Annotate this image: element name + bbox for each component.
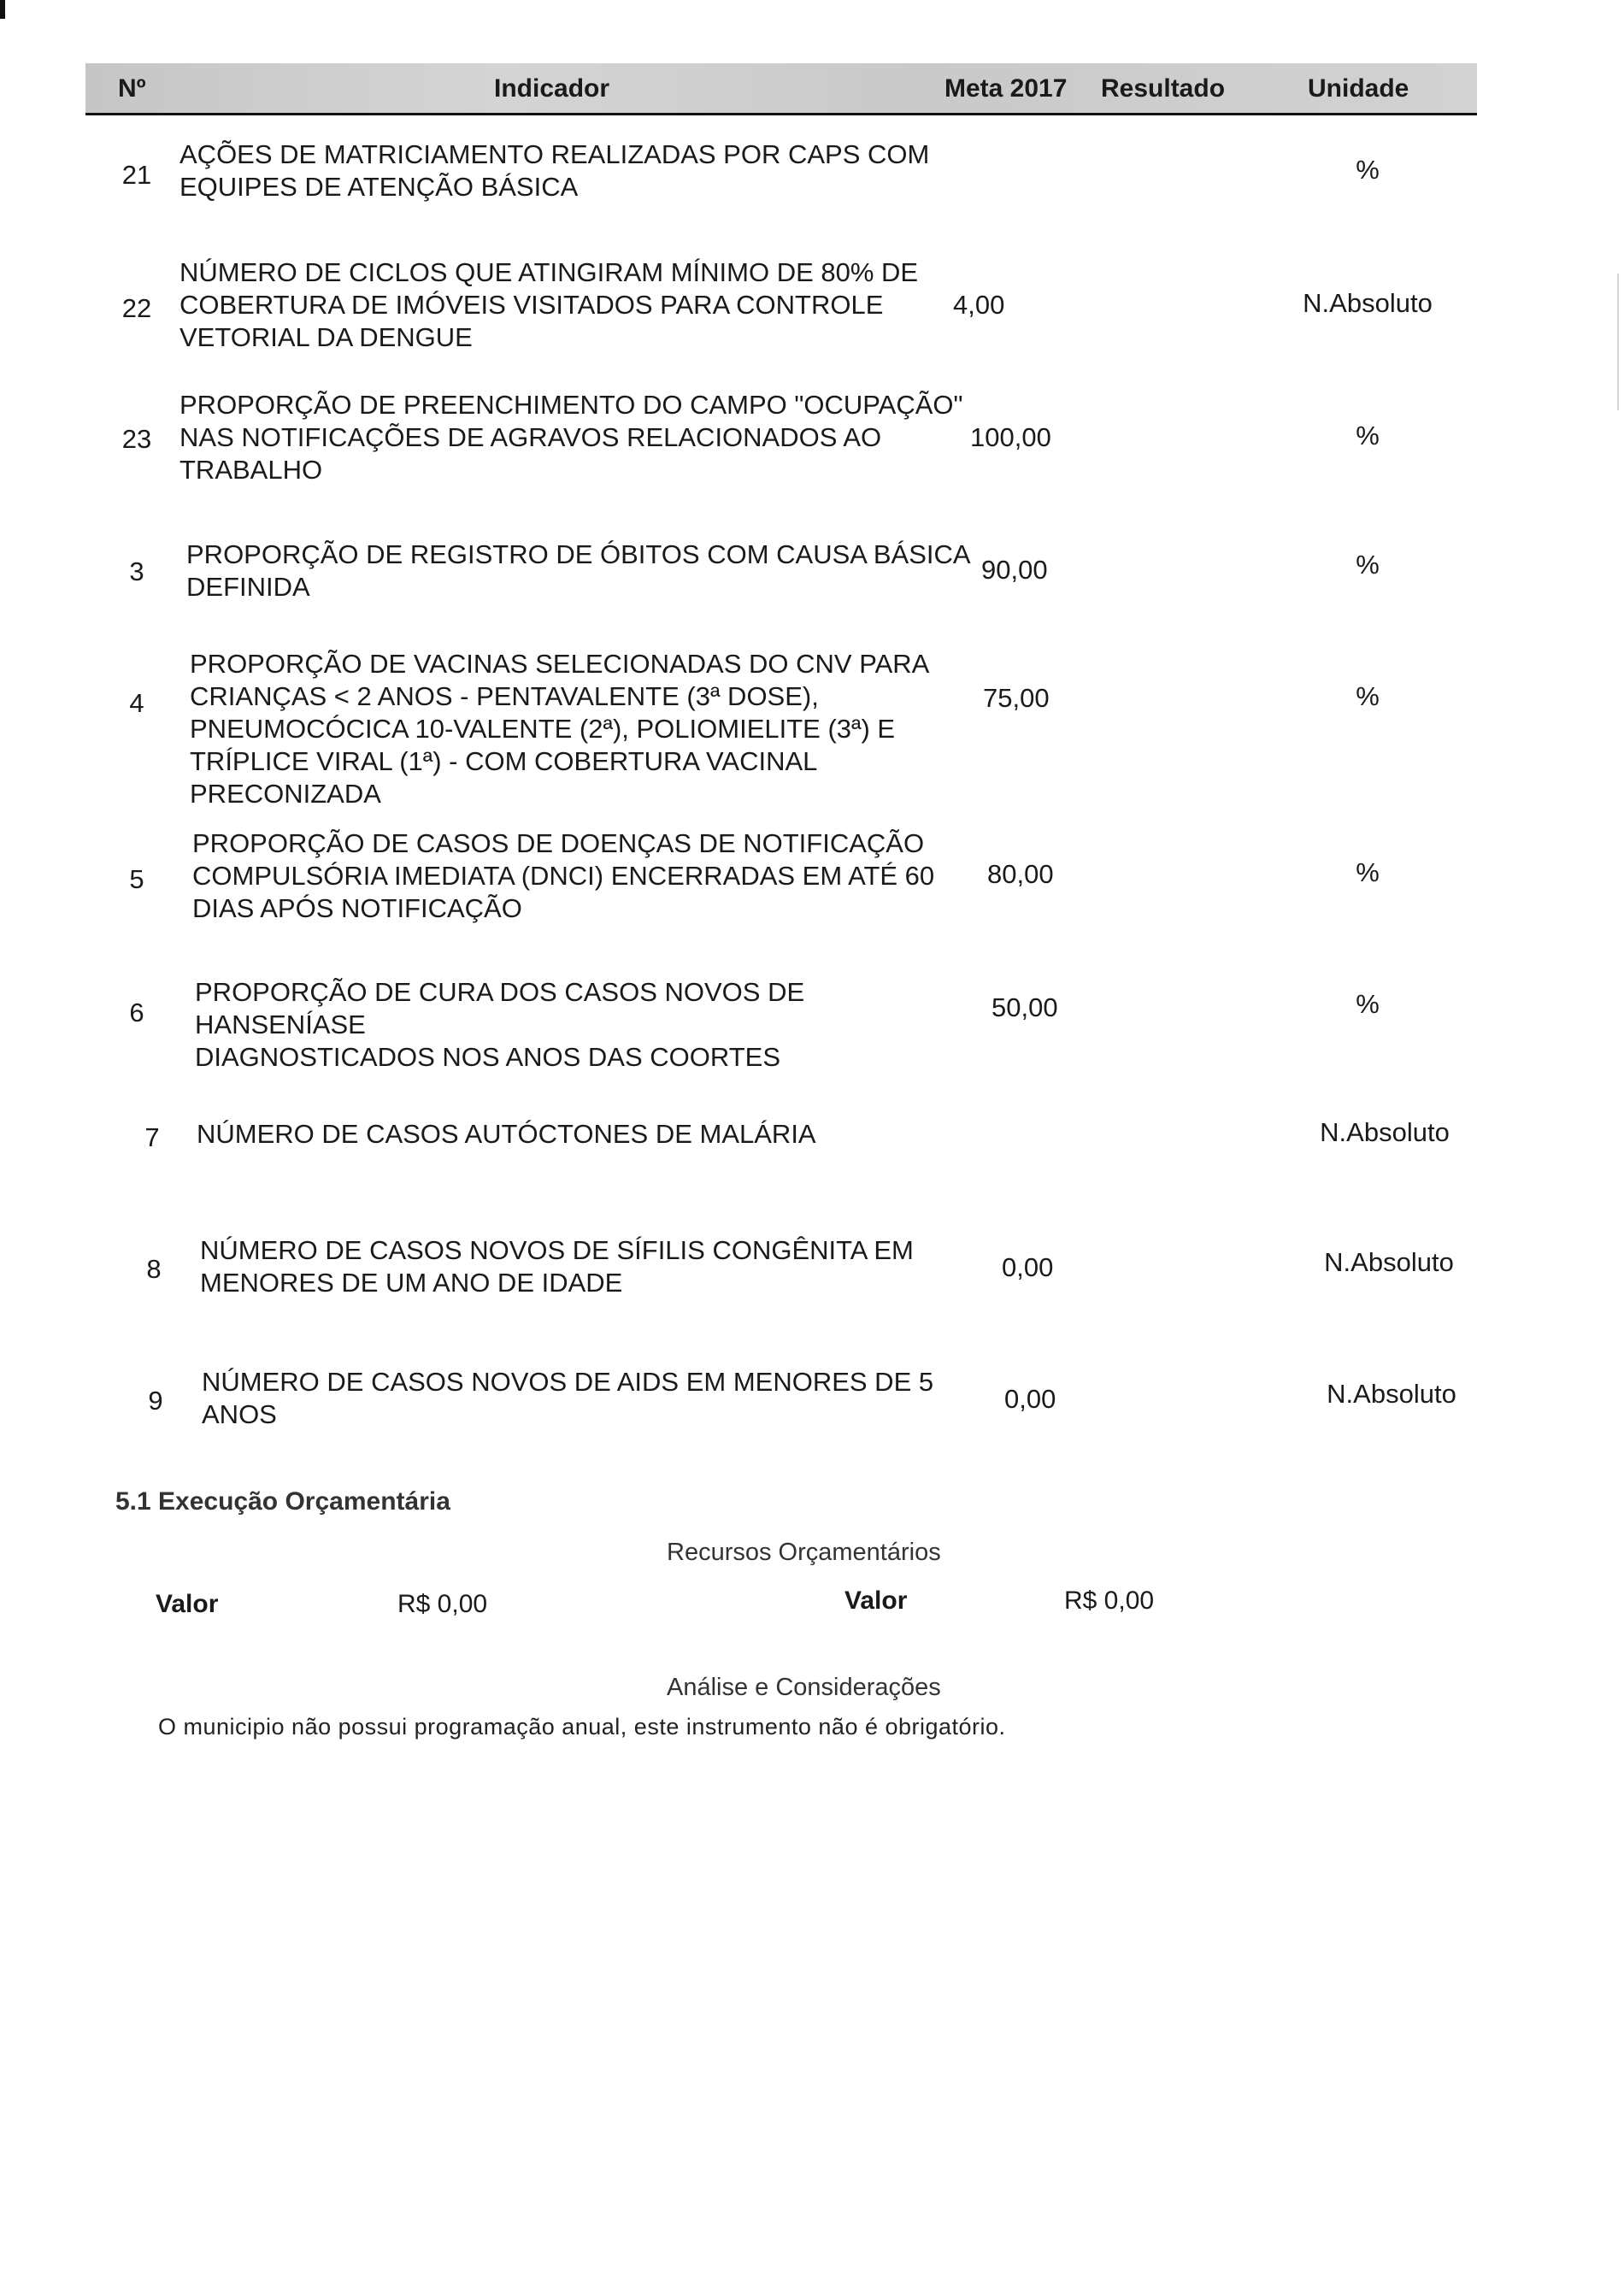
indicator-line: VETORIAL DA DENGUE [179,322,473,352]
header-indicador: Indicador [494,74,610,103]
row-number: 7 [144,1122,160,1152]
indicator-line: DIAGNOSTICADOS NOS ANOS DAS COORTES [195,1042,780,1072]
header-resultado: Resultado [1101,74,1226,103]
indicator-line: EQUIPES DE ATENÇÃO BÁSICA [179,172,579,202]
row-meta: 0,00 [1002,1252,1054,1282]
row-meta: 4,00 [953,290,1005,320]
row-indicator [202,1366,988,1431]
indicator-line: MENORES DE UM ANO DE IDADE [200,1268,623,1298]
row-number: 6 [129,998,144,1027]
row-indicator [192,827,979,925]
row-number: 21 [121,160,152,190]
indicator-line: PROPORÇÃO DE CURA DOS CASOS NOVOS DE HANSENÍASE [195,977,805,1039]
header-no: Nº [118,74,146,103]
indicator-line: CRIANÇAS < 2 ANOS - PENTAVALENTE (3ª DOSE), [190,681,819,711]
indicator-line: NÚMERO DE CASOS NOVOS DE AIDS EM MENORES DE 5 [202,1367,934,1397]
valor-value-1: R$ 0,00 [397,1590,488,1618]
table-header [85,63,1477,115]
recursos-title: Recursos Orçamentários [667,1539,941,1566]
row-meta: 50,00 [991,992,1058,1022]
analysis-title: Análise e Considerações [667,1674,941,1701]
row-number: 22 [121,293,152,323]
row-unit: % [1356,155,1380,185]
indicator-line: DIAS APÓS NOTIFICAÇÃO [192,893,522,923]
row-indicator [197,1118,983,1151]
row-indicator [179,389,966,486]
indicator-line: COBERTURA DE IMÓVEIS VISITADOS PARA CONTROLE [179,290,884,320]
row-indicator [190,648,976,810]
row-unit: % [1356,550,1380,580]
row-number: 8 [146,1254,162,1284]
scan-edge-shadow [1617,274,1619,410]
indicator-line: NAS NOTIFICAÇÕES DE AGRAVOS RELACIONADOS AO [179,422,882,452]
indicator-line: COMPULSÓRIA IMEDIATA (DNCI) ENCERRADAS EM ATÉ 60 [192,861,935,891]
indicator-line: PNEUMOCÓCICA 10-VALENTE (2ª), POLIOMIELITE (3ª) E [190,714,896,744]
valor-label-2: Valor [844,1587,908,1615]
row-unit: % [1356,857,1380,887]
indicator-line: NÚMERO DE CICLOS QUE ATINGIRAM MÍNIMO DE 80% DE [179,257,919,287]
row-unit: N.Absoluto [1320,1117,1450,1147]
indicator-line: PROPORÇÃO DE REGISTRO DE ÓBITOS COM CAUSA BÁSICA [186,539,971,569]
row-unit: N.Absoluto [1324,1247,1454,1277]
indicator-line: PROPORÇÃO DE PREENCHIMENTO DO CAMPO "OCUPAÇÃO" [179,390,963,420]
indicator-line: PRECONIZADA [190,779,381,809]
row-indicator [200,1234,986,1299]
row-indicator [195,976,981,1074]
row-number: 23 [121,424,152,454]
valor-value-2: R$ 0,00 [1064,1587,1155,1615]
indicator-line: PROPORÇÃO DE VACINAS SELECIONADAS DO CNV PARA [190,649,930,679]
indicator-line: PROPORÇÃO DE CASOS DE DOENÇAS DE NOTIFICAÇÃO [192,828,925,858]
indicator-line: ANOS [202,1399,277,1429]
row-unit: % [1356,989,1380,1019]
indicator-line: NÚMERO DE CASOS AUTÓCTONES DE MALÁRIA [197,1119,816,1149]
row-number: 3 [129,556,144,586]
header-meta: Meta 2017 [944,74,1068,103]
valor-label-1: Valor [156,1590,219,1618]
row-meta: 90,00 [981,555,1048,585]
row-unit: N.Absoluto [1303,288,1433,318]
section-title: 5.1 Execução Orçamentária [115,1487,450,1516]
row-number: 4 [129,688,144,718]
indicator-line: DEFINIDA [186,572,310,602]
indicator-line: TRABALHO [179,455,323,485]
row-number: 9 [148,1386,163,1416]
row-indicator [186,539,973,603]
row-number: 5 [129,864,144,894]
row-meta: 80,00 [987,859,1054,889]
row-unit: N.Absoluto [1327,1379,1456,1409]
indicator-line: NÚMERO DE CASOS NOVOS DE SÍFILIS CONGÊNITA EM [200,1235,914,1265]
header-unidade: Unidade [1308,74,1409,103]
row-indicator [179,138,966,203]
indicator-line: AÇÕES DE MATRICIAMENTO REALIZADAS POR CAPS COM [179,139,930,169]
row-indicator [179,256,966,354]
row-meta: 0,00 [1004,1384,1056,1414]
analysis-text: O municipio não possui programação anual, este instrumento não é obrigatório. [158,1714,1006,1740]
indicator-line: TRÍPLICE VIRAL (1ª) - COM COBERTURA VACINAL [190,746,818,776]
row-unit: % [1356,421,1380,450]
row-meta: 75,00 [983,683,1050,713]
scan-edge-mark [0,0,5,19]
row-unit: % [1356,681,1380,711]
row-meta: 100,00 [970,422,1051,452]
